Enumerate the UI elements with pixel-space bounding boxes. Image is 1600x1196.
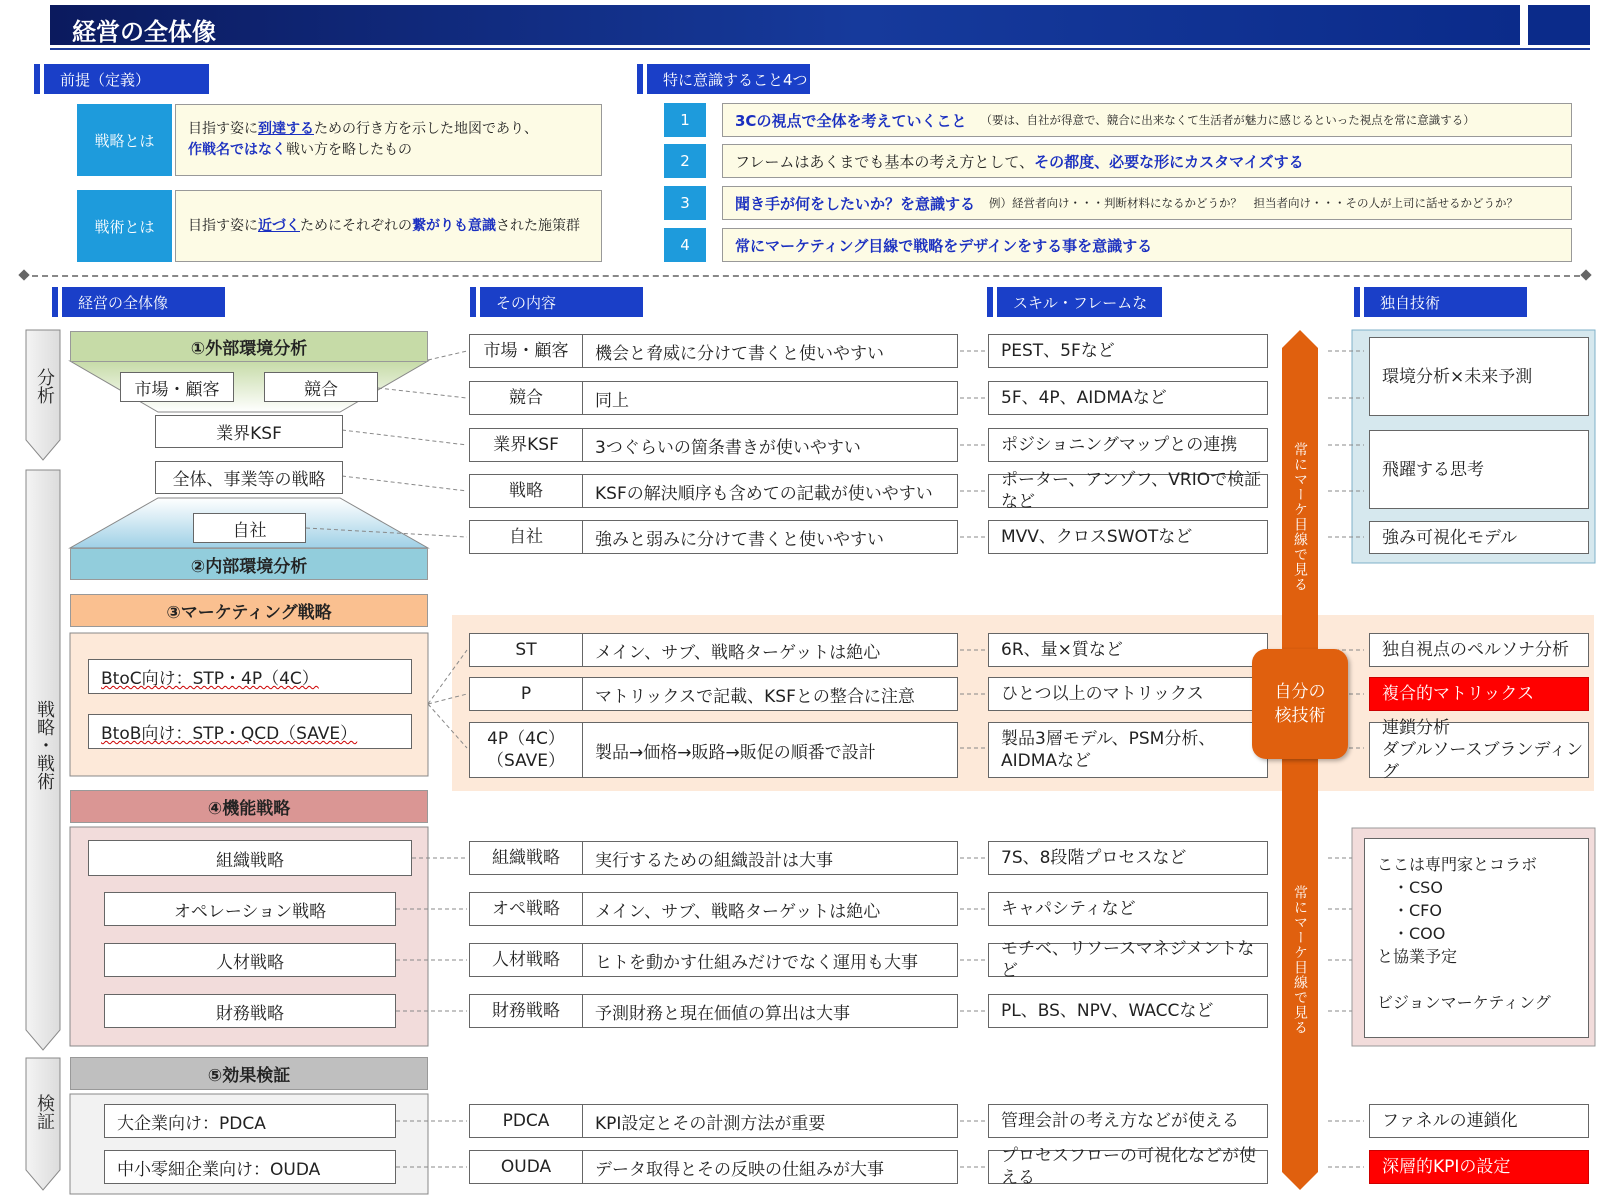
strategy-def-text: 目指す姿に到達するための行き方を示した地図であり、 作戦名ではなく戦い方を略したもの: [175, 104, 602, 176]
phase-label-analysis: 分析: [34, 368, 55, 404]
ops-strategy-box: オペレーション戦略: [104, 892, 396, 926]
external-analysis-head: ①外部環境分析: [70, 331, 428, 362]
btoc-box: BtoC向け：STP・4P（4C）: [88, 659, 412, 694]
row-description: 強みと弱みに分けて書くと使いやすい: [583, 520, 958, 554]
row-label: 業界KSF: [469, 428, 583, 462]
marketing-view-text-bottom: 常にマーケ目線で見る: [1292, 885, 1308, 1035]
row-skill: 7S、8段階プロセスなど: [988, 841, 1268, 875]
row-description: メイン、サブ、戦略ターゲットは絶心: [583, 633, 958, 667]
core-technology-badge: 自分の 核技術: [1252, 649, 1348, 759]
row-label: 競合: [469, 381, 583, 415]
points-header: 特に意識すること4つ: [647, 64, 810, 94]
funnel-overall-box: 全体、事業等の戦略: [155, 461, 343, 494]
row-description: 実行するための組織設計は大事: [583, 841, 958, 875]
btob-box: BtoB向け：STP・QCD（SAVE）: [88, 714, 412, 749]
row-skill: ひとつ以上のマトリックス: [988, 677, 1268, 711]
row-label: 組織戦略: [469, 841, 583, 875]
tech-deep-kpi: 深層的KPIの設定: [1369, 1150, 1589, 1184]
row-description: ヒトを動かす仕組みだけでなく運用も大事: [583, 943, 958, 977]
tech-chain-analysis: 連鎖分析 ダブルソースブランディング: [1369, 722, 1589, 778]
tech-compound-matrix: 複合的マトリックス: [1369, 677, 1589, 711]
row-label: 4P（4C） （SAVE）: [469, 722, 583, 778]
row-skill: モチベ、リソースマネジメントなど: [988, 943, 1268, 977]
row-skill: 5F、4P、AIDMAなど: [988, 381, 1268, 415]
marketing-view-text-top: 常にマーケ目線で見る: [1292, 442, 1308, 592]
row-description: マトリックスで記載、KSFとの整合に注意: [583, 677, 958, 711]
row-description: データ取得とその反映の仕組みが大事: [583, 1150, 958, 1184]
tech-strength-model: 強み可視化モデル: [1369, 521, 1589, 554]
tech-funnel-chain: ファネルの連鎖化: [1369, 1104, 1589, 1138]
strategy-def-label: 戦略とは: [77, 104, 172, 176]
org-strategy-box: 組織戦略: [88, 840, 412, 876]
ouda-box: 中小零細企業向け：OUDA: [104, 1150, 396, 1184]
row-skill: 管理会計の考え方などが使える: [988, 1104, 1268, 1138]
row-label: PDCA: [469, 1104, 583, 1138]
row-skill: ポジショニングマップとの連携: [988, 428, 1268, 462]
page-title: 経営の全体像: [50, 5, 1520, 45]
tech-env-analysis: 環境分析×未来予測: [1369, 337, 1589, 416]
row-label: 市場・顧客: [469, 334, 583, 368]
row-skill: キャパシティなど: [988, 892, 1268, 926]
marketing-strategy-head: ③マーケティング戦略: [70, 594, 428, 627]
tech-expert-collab: ここは専門家とコラボ ・CSO ・CFO ・COO と協業予定 ビジョンマーケティング: [1364, 838, 1589, 1038]
row-description: 製品→価格→販路→販促の順番で設計: [583, 722, 958, 778]
point-4: 常にマーケティング目線で戦略をデザインをする事を意識する: [722, 228, 1572, 262]
row-description: 同上: [583, 381, 958, 415]
funnel-market-box: 市場・顧客: [120, 372, 234, 402]
premise-header: 前提（定義）: [44, 64, 209, 94]
funnel-competitor-box: 競合: [264, 372, 378, 402]
funnel-self-box: 自社: [193, 513, 306, 543]
row-label: OUDA: [469, 1150, 583, 1184]
point-number: 4: [664, 228, 706, 262]
col-header-tech: 独自技術: [1364, 287, 1527, 317]
point-number: 2: [664, 144, 706, 178]
row-description: KSFの解決順序も含めての記載が使いやすい: [583, 474, 958, 508]
row-description: メイン、サブ、戦略ターゲットは絶心: [583, 892, 958, 926]
pdca-box: 大企業向け：PDCA: [104, 1104, 396, 1138]
row-skill: プロセスフローの可視化などが使える: [988, 1150, 1268, 1184]
phase-label-verify: 検証: [34, 1094, 55, 1130]
point-number: 3: [664, 186, 706, 220]
row-description: KPI設定とその計測方法が重要: [583, 1104, 958, 1138]
finance-strategy-box: 財務戦略: [104, 994, 396, 1028]
tech-leap-thinking: 飛躍する思考: [1369, 430, 1589, 509]
row-skill: PEST、5Fなど: [988, 334, 1268, 368]
effect-verify-head: ⑤効果検証: [70, 1057, 428, 1090]
row-description: 機会と脅威に分けて書くと使いやすい: [583, 334, 958, 368]
row-skill: ポーター、アンゾフ、VRIOで検証など: [988, 474, 1268, 508]
row-skill: MVV、クロスSWOTなど: [988, 520, 1268, 554]
point-number: 1: [664, 103, 706, 137]
point-3: 聞き手が何をしたいか？を意識する 例）経営者向け・・・判断材料になるかどうか？ 担当者向け・・・その人が上司に話せるかどうか？: [722, 186, 1572, 220]
row-label: オペ戦略: [469, 892, 583, 926]
point-1: 3Cの視点で全体を考えていくこと （要は、自社が得意で、競合に出来なくて生活者が魅力に感じるといった視点を常に意識する）: [722, 103, 1572, 137]
tactics-def-text: 目指す姿に近づくためにそれぞれの繋がりも意識された施策群: [175, 190, 602, 262]
row-skill: 製品3層モデル、PSM分析、 AIDMAなど: [988, 722, 1268, 778]
tech-persona-analysis: 独自視点のペルソナ分析: [1369, 633, 1589, 667]
row-label: ST: [469, 633, 583, 667]
internal-analysis-head: ②内部環境分析: [70, 548, 428, 580]
row-skill: PL、BS、NPV、WACCなど: [988, 994, 1268, 1028]
phase-label-strategy: 戦略・戦術: [34, 700, 55, 790]
tactics-def-label: 戦術とは: [77, 190, 172, 262]
point-2: フレームはあくまでも基本の考え方として、 その都度、必要な形にカスタマイズする: [722, 144, 1572, 178]
funnel-ksf-box: 業界KSF: [155, 415, 343, 448]
row-description: 3つぐらいの箇条書きが使いやすい: [583, 428, 958, 462]
col-header-skills: スキル・フレームなど: [997, 287, 1162, 317]
col-header-content: その内容: [480, 287, 643, 317]
row-description: 予測財務と現在価値の算出は大事: [583, 994, 958, 1028]
row-label: 財務戦略: [469, 994, 583, 1028]
row-skill: 6R、量×質など: [988, 633, 1268, 667]
hr-strategy-box: 人材戦略: [104, 943, 396, 977]
col-header-overview: 経営の全体像: [62, 287, 225, 317]
functional-strategy-head: ④機能戦略: [70, 790, 428, 823]
row-label: 人材戦略: [469, 943, 583, 977]
row-label: 自社: [469, 520, 583, 554]
marketing-panel: [70, 633, 428, 776]
row-label: 戦略: [469, 474, 583, 508]
row-label: P: [469, 677, 583, 711]
